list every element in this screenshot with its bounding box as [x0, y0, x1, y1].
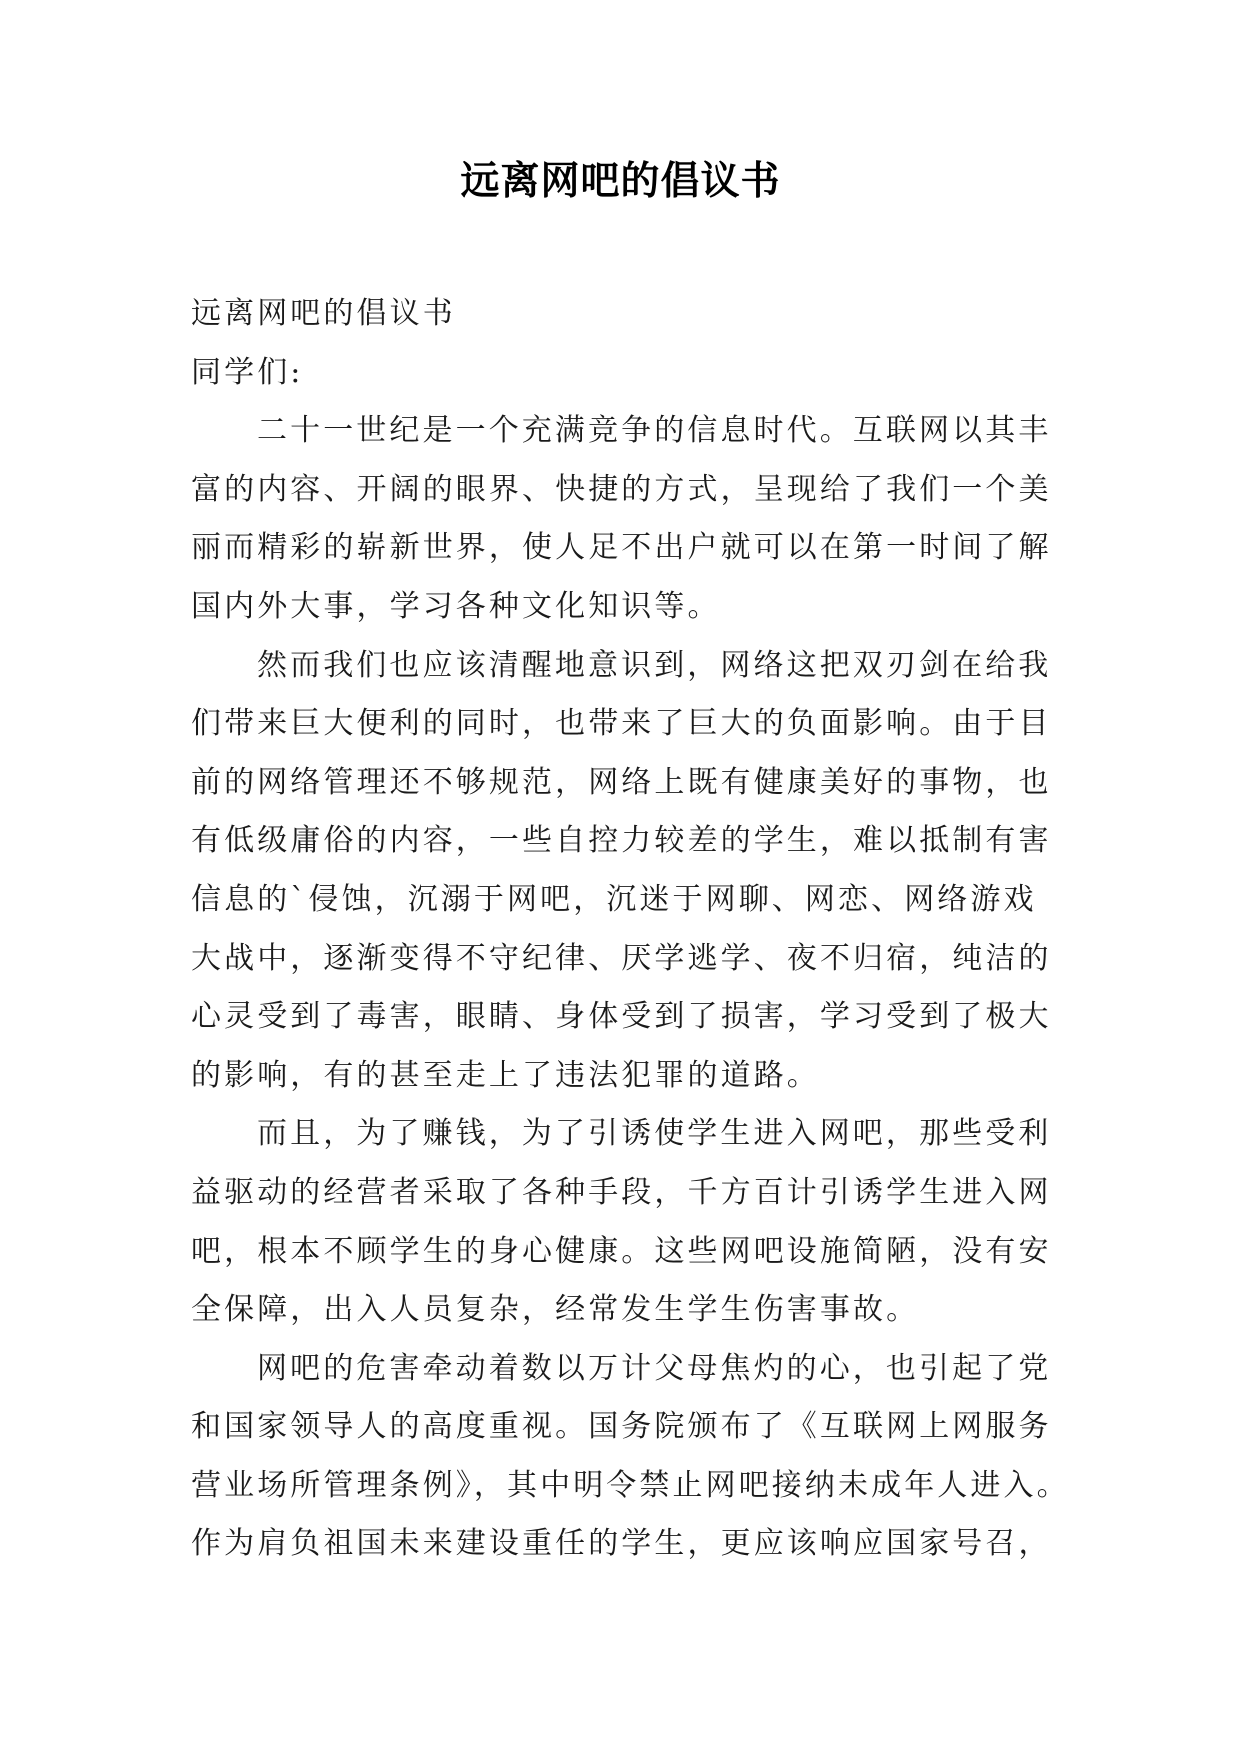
body-text-line: 益驱动的经营者采取了各种手段，千方百计引诱学生进入网 — [191, 1174, 1052, 1210]
body-text-line: 心灵受到了毒害，眼睛、身体受到了损害，学习受到了极大 — [191, 999, 1052, 1035]
body-text-line: 前的网络管理还不够规范，网络上既有健康美好的事物，也 — [191, 764, 1052, 800]
body-text-line: 营业场所管理条例》，其中明令禁止网吧接纳未成年人进入。 — [191, 1467, 1070, 1503]
body-text-line: 吧，根本不顾学生的身心健康。这些网吧设施简陋，没有安 — [191, 1233, 1052, 1269]
body-text-line: 全保障，出入人员复杂，经常发生学生伤害事故。 — [191, 1292, 920, 1328]
body-text-line: 有低级庸俗的内容，一些自控力较差的学生，难以抵制有害 — [191, 823, 1052, 859]
body-text-line: 富的内容、开阔的眼界、快捷的方式，呈现给了我们一个美 — [191, 471, 1052, 507]
body-text-line: 的影响，有的甚至走上了违法犯罪的道路。 — [191, 1057, 820, 1093]
body-text-line: 大战中，逐渐变得不守纪律、厌学逃学、夜不归宿，纯洁的 — [191, 940, 1052, 976]
body-text-line: 然而我们也应该清醒地意识到，网络这把双刃剑在给我 — [257, 647, 1052, 683]
body-text-line: 同学们: — [191, 354, 304, 390]
body-text-line: 信息的`侵蚀，沉溺于网吧，沉迷于网聊、网恋、网络游戏 — [191, 881, 1037, 917]
body-text-line: 作为肩负祖国未来建设重任的学生，更应该响应国家号召， — [191, 1526, 1052, 1562]
body-text-line: 而且，为了赚钱，为了引诱使学生进入网吧，那些受利 — [257, 1116, 1052, 1152]
body-text-line: 二十一世纪是一个充满竞争的信息时代。互联网以其丰 — [257, 413, 1052, 449]
body-text-line: 远离网吧的倡议书 — [191, 296, 456, 331]
body-text-line: 丽而精彩的崭新世界，使人足不出户就可以在第一时间了解 — [191, 530, 1052, 566]
document-title: 远离网吧的倡议书 — [460, 159, 781, 204]
body-text-line: 们带来巨大便利的同时，也带来了巨大的负面影响。由于目 — [191, 706, 1052, 742]
body-text-line: 国内外大事，学习各种文化知识等。 — [191, 588, 721, 624]
document-body — [191, 285, 1070, 1574]
body-text-line: 和国家领导人的高度重视。国务院颁布了《互联网上网服务 — [191, 1409, 1052, 1445]
body-text-line: 网吧的危害牵动着数以万计父母焦灼的心，也引起了党 — [257, 1350, 1052, 1386]
